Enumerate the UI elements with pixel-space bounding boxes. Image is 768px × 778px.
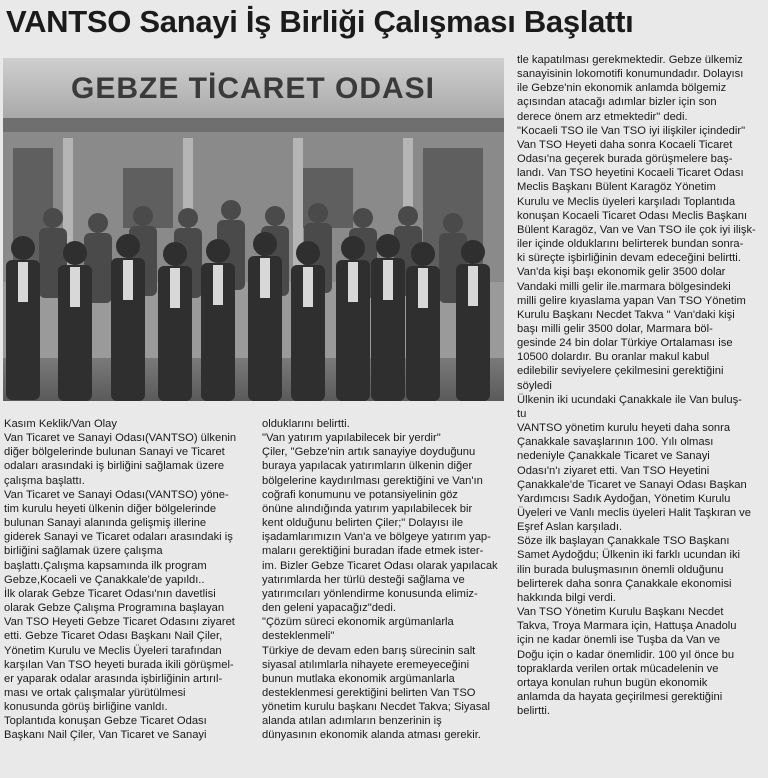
text-line: "Çözüm süreci ekonomik argümanlarla: [262, 616, 454, 629]
group-photo-illustration: [3, 58, 504, 401]
text-line: İlk olarak Gebze Ticaret Odası'nın davetlisi: [4, 587, 216, 600]
text-line: Van TSO Yönetim Kurulu Başkanı Necdet: [517, 606, 724, 619]
text-line: için ne kadar önemli ise Tuşba da Van ve: [517, 634, 721, 647]
text-line: Kurulu Başkanı Necdet Takva " Van'daki kişi: [517, 308, 735, 321]
text-line: Toplantıda konuşan Gebze Ticaret Odası: [4, 715, 207, 728]
text-line: Odası'na geçerek burada görüşmelere baş-: [517, 153, 733, 166]
text-line: tu: [517, 407, 527, 420]
text-line: Çiler, "Gebze'nin artık sanayiye doyduğunu: [262, 446, 476, 459]
text-line: başı milli gelir 3500 dolar, Marmara böl-: [517, 322, 713, 335]
text-line: yönetim kurulu başkanı Necdet Takva; Siyasal: [262, 701, 491, 714]
text-line: Van Ticaret ve Sanayi Odası(VANTSO) yöne-: [4, 488, 229, 501]
text-line: tle kapatılması gerekmektedir. Gebze ülkemiz: [517, 54, 743, 66]
text-line: "Van yatırım yapılabilecek bir yerdir": [262, 432, 441, 445]
text-line: "Kocaeli TSO ile Van TSO iyi ilişkiler içindedir": [517, 124, 746, 137]
text-line: birliğini sağlamak üzere çalışma: [4, 545, 163, 558]
text-line: yatırımlarda her türlü desteği sağlama ve: [262, 573, 465, 586]
text-line: konusunda görüş birliğine vanldı.: [4, 701, 168, 714]
text-line: Kasım Keklik/Van Olay: [4, 418, 117, 430]
text-line: Ülkenin iki ucundaki Çanakkale ile Van buluş-: [517, 393, 742, 406]
text-line: er yaparak odalar arasında işbirliğinin artırıl-: [4, 672, 223, 685]
text-line: belirterek daha sonra Çanakkale ekonomisi: [517, 577, 732, 590]
svg-text:GEBZE TİCARET ODASI: GEBZE TİCARET ODASI: [70, 72, 436, 105]
text-line: ilin burada buluşmasının önemli olduğunu: [517, 563, 724, 576]
text-line: buraya yapılacak yatırımların ülkenin diğer: [262, 460, 473, 473]
text-line: Bülent Karagöz, Van ve Van TSO ile çok iyi ilişk-: [517, 223, 756, 236]
text-line: karşılan Van TSO heyeti burada ikili görüşmel-: [4, 658, 234, 671]
text-line: odaları arasındaki iş birliğini sağlamak üzere: [4, 460, 225, 473]
text-line: Van'da kişi başı ekonomik gelir 3500 dolar: [517, 266, 726, 279]
text-line: yatırımcıları yönlendirme konusunda elimiz-: [262, 587, 478, 600]
text-line: VANTSO yönetim kurulu heyeti daha sonra: [517, 422, 731, 435]
text-line: Van TSO Heyeti Gebze Ticaret Odasını ziyaret: [4, 616, 235, 629]
text-line: alanda atılan adımların benzerinin iş: [262, 715, 442, 728]
text-line: bunun mutlaka ekonomik argümanlarla: [262, 672, 455, 685]
text-line: bulunan Sanayi alanında gelişmiş illerine: [4, 517, 207, 530]
text-line: Meclis Başkanı Bülent Karagöz Yönetim: [517, 181, 716, 194]
text-line: açısından atacağı adımlar bizler için son: [517, 96, 717, 109]
text-line: Yönetim Kurulu ve Meclis Üyeleri tarafından: [4, 644, 222, 657]
text-line: çalışma başlattı.: [4, 474, 85, 487]
text-line: Vandaki milli gelir ile.marmara bölgesindeki: [517, 280, 731, 293]
text-line: topraklarda verilen ortak mücadelenin ve: [517, 662, 719, 675]
text-line: olduklarını belirtti.: [262, 418, 350, 430]
text-line: coğrafi konumunu ve potansiyelinin göz: [262, 488, 458, 501]
text-line: hakkında bilgi verdi.: [517, 591, 616, 604]
text-line: Odası'n'ı ziyaret etti. Van TSO Heyetini: [517, 464, 710, 477]
text-line: 10500 dolardır. Bu oranlar makul kabul: [517, 351, 710, 364]
text-line: Başkanı Nail Çiler, Van Ticaret ve Sanayi: [4, 729, 207, 742]
text-line: giderek Sanayi ve Ticaret odaları arasındaki iş: [4, 531, 233, 544]
text-line: Takva, Troya Marmara için, Hattuşa Anadolu: [517, 620, 737, 633]
text-line: Söze ilk başlayan Çanakkale TSO Başkanı: [517, 535, 730, 548]
text-line: ile Gebze'nin ekonomik anlamda bölgemiz: [517, 82, 727, 95]
article-column-1: [4, 417, 254, 778]
text-line: Gebze,Kocaeli ve Çanakkale'de yapıldı..: [4, 573, 205, 586]
text-line: önüne alındığında yatırım yapılabilecek bir: [262, 502, 473, 515]
text-line: Çanakkale'de Ticaret ve Sanayi Odası Başkan: [517, 478, 747, 491]
text-line: diğer bölgelerinde bulunan Sanayi ve Ticaret: [4, 446, 225, 459]
article-column-3: [517, 53, 765, 778]
text-line: başlattı.Çalışma kapsamında ilk program: [4, 559, 207, 572]
article-photo: [3, 58, 504, 401]
text-line: kent olduğunu belirten Çiler;" Dolayısı ile: [262, 517, 464, 530]
text-line: malarıı gerektiğini buradan ifade etmek ister-: [262, 545, 484, 558]
text-line: Van Ticaret ve Sanayi Odası(VANTSO) ülkenin: [4, 432, 237, 445]
text-line: den geleni yapacağız"dedi.: [262, 602, 396, 615]
text-line: Yardımcısı Sadık Aydoğan, Yönetim Kurulu: [517, 492, 731, 505]
text-line: Çanakkale savaşlarının 100. Yılı olması: [517, 436, 714, 449]
article-column-2: [262, 417, 506, 778]
text-line: im. Bizler Gebze Ticaret Odası olarak yapılacak: [262, 559, 498, 572]
text-line: derece önem arz etmektedir" dedi.: [517, 110, 688, 123]
text-line: dünyasının ekonomik alanda atması gerekir.: [262, 729, 481, 742]
text-line: landı. Van TSO heyetini Kocaeli Ticaret Odası: [517, 167, 744, 180]
text-line: ması ve ortak çalışmalar yürütülmesi: [4, 686, 186, 699]
text-line: milli gelire kıyaslama yapan Van TSO Yönetim: [517, 294, 746, 307]
text-line: işadamlarımızın Van'a ve bölgeye yatırım yap-: [262, 531, 491, 544]
text-line: Eşref Aslan karşıladı.: [517, 521, 623, 534]
text-line: Üyeleri ve Vanlı meclis üyeleri Halit Taşkıran ve: [517, 507, 751, 519]
text-line: etti. Gebze Ticaret Odası Başkanı Nail Çiler,: [4, 630, 223, 643]
text-line: tim kurulu heyeti ülkenin diğer bölgelerinde: [4, 502, 217, 515]
text-line: Doğu için o kadar önemlidir. 100 yıl önce bu: [517, 648, 735, 661]
text-line: desteklenmeli": [262, 630, 335, 643]
text-line: Samet Aydoğdu; Ülkenin iki farklı ucundan iki: [517, 549, 741, 562]
text-line: iler içinde olduklarını belirterek bundan sonra-: [517, 238, 744, 251]
text-line: gesinde 24 bin dolar Türkiye Ortalaması ise: [517, 337, 733, 350]
text-line: nedeniyle Çanakkale Ticaret ve Sanayi: [517, 450, 710, 463]
text-line: Türkiye de devam eden barış sürecinin salt: [262, 644, 476, 657]
text-line: Kurulu ve Meclis üyeleri karşıladı Toplantıda: [517, 195, 736, 208]
text-line: desteklenmesi gerektiğini belirten Van TSO: [262, 686, 476, 699]
text-line: belirtti.: [517, 705, 550, 718]
text-line: sanayisinin lokomotifi konumundadır. Dolayısı: [517, 68, 744, 81]
text-line: olarak Gebze Çalışma Programına başlayan: [4, 602, 225, 615]
text-line: söyledi: [517, 379, 552, 392]
text-line: konuşan Kocaeli Ticaret Odası Meclis Başkanı: [517, 209, 748, 222]
text-line: Van TSO Heyeti daha sonra Kocaeli Ticaret: [517, 138, 733, 151]
article-headline: VANTSO Sanayi İş Birliği Çalışması Başlattı: [6, 4, 634, 39]
text-line: siyasal atılımlarla nihayete eremeyeceğini: [262, 658, 470, 671]
text-line: ortaya konulan ruhun bugün ekonomik: [517, 676, 708, 689]
text-line: ki süreçte işbirliğinin devam edeceğini belirtti.: [517, 252, 741, 265]
text-line: anlamda da hayata geçirilmesi gerektiğini: [517, 691, 723, 704]
text-line: edilebilir seviyelere çekilmesini gerektiğini: [517, 365, 724, 378]
text-line: bölgelerine kaydırılması gerektiğini ve Van'ın: [262, 474, 483, 487]
